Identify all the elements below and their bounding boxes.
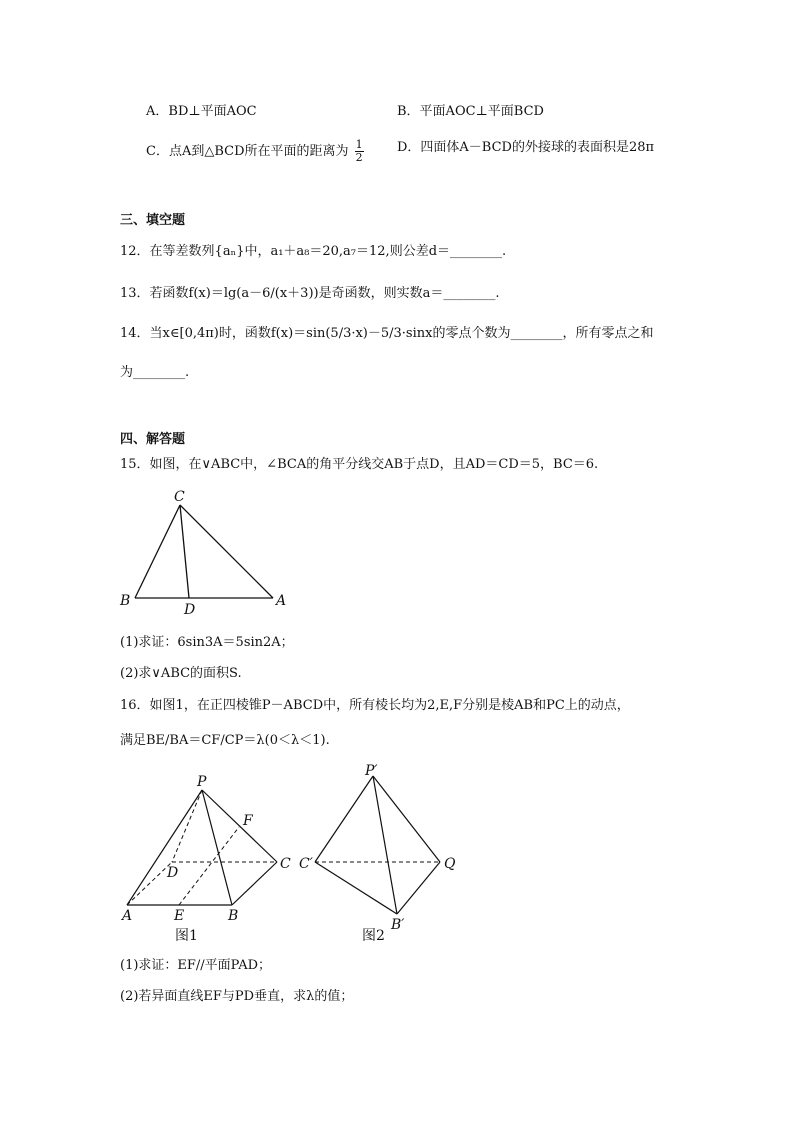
tetrahedron-figure-2 [295,762,470,947]
section-title-answer: 四、解答题 [120,432,186,447]
caption-figure-1: 图1 [175,928,198,944]
option-b: B．平面AOC⊥平面BCD [397,104,544,119]
option-a: A．BD⊥平面AOC [146,104,257,119]
question-16-part1: (1)求证：EF//平面PAD； [120,958,272,973]
label-d: D [167,865,179,881]
label-b: B [228,908,239,924]
fraction-denominator: 2 [355,151,363,164]
label-p: P [197,774,207,790]
label-a: A [122,908,133,924]
question-16-line1: 16．如图1，在正四棱锥P－ABCD中，所有棱长均为2,E,F分别是棱AB和PC上的动点， [120,698,630,713]
fraction-numerator: 1 [355,138,363,151]
segment-ef [179,827,239,905]
option-d: D．四面体A－BCD的外接球的表面积是28π [397,140,655,155]
question-15-part1: (1)求证：6sin3A＝5sin2A； [120,635,294,650]
label-a: A [276,593,287,609]
edge-pb [202,790,232,905]
question-16-line2: 满足BE/BA＝CF/CP＝λ(0＜λ＜1). [120,733,330,748]
label-d: D [184,602,196,618]
section-title-fill-in: 三、填空题 [120,213,186,228]
question-12: 12．在等差数列{aₙ}中，a₁＋a₈＝20,a₇＝12,则公差d＝________. [120,244,507,259]
edge-bc [232,862,277,905]
edge-pq [373,776,440,862]
edge-pb [373,776,397,914]
option-c-text: C．点A到△BCD所在平面的距离为 [146,144,349,159]
edge-pa [127,790,202,905]
question-14-line1: 14．当x∈[0,4π)时，函数f(x)＝sin(5/3·x)－5/3·sinx的零点个数为________，所有零点之和 [120,326,654,341]
label-c-prime: C′ [299,856,313,872]
label-e: E [174,908,185,924]
edge-pc [202,790,277,862]
edge-cb [135,505,180,598]
edge-pc [315,776,373,862]
question-15: 15．如图，在∨ABC中，∠BCA的角平分线交AB于点D，且AD＝CD＝5，BC＝6. [120,457,599,472]
label-q: Q [444,856,456,872]
label-c: C [280,856,291,872]
triangle-figure [110,485,310,620]
edge-pd [172,790,202,862]
label-p-prime: P′ [365,763,378,779]
question-14-line2: 为________. [120,365,190,380]
edge-ca [180,505,273,598]
label-b: B [120,593,131,609]
label-f: F [243,813,253,829]
option-c-fraction [355,139,364,164]
question-15-part2: (2)求∨ABC的面积S. [120,666,242,681]
label-b-prime: B′ [391,917,405,933]
edge-cb [315,862,397,914]
label-c: C [174,489,185,505]
question-16-part2: (2)若异面直线EF与PD垂直，求λ的值； [120,989,354,1004]
edge-ad [127,862,172,905]
edge-qb [397,862,440,914]
option-c [146,139,364,164]
pyramid-figure-1 [115,772,305,947]
caption-figure-2: 图2 [362,928,385,944]
bisector-cd [180,505,189,598]
question-13: 13．若函数f(x)＝lg(a－6/(x＋3))是奇函数，则实数a＝________. [120,286,500,301]
